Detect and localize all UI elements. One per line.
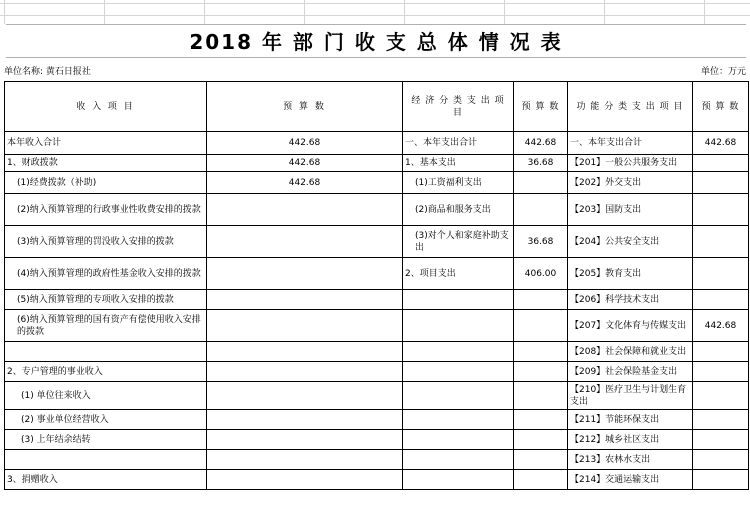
economic-item-cell xyxy=(403,450,514,470)
functional-item-cell: 【204】公共安全支出 xyxy=(568,226,693,258)
income-item-cell: (2) 事业单位经营收入 xyxy=(5,410,207,430)
header-economic-expense-item: 经 济 分 类 支 出 项 目 xyxy=(403,82,514,132)
header-functional-budget: 预 算 数 xyxy=(693,82,749,132)
economic-item-cell xyxy=(403,290,514,310)
functional-budget-cell xyxy=(693,226,749,258)
functional-item-cell: 【201】一般公共服务支出 xyxy=(568,155,693,172)
functional-budget-cell xyxy=(693,342,749,362)
functional-item-cell: 【211】节能环保支出 xyxy=(568,410,693,430)
budget-table xyxy=(4,81,749,490)
income-budget-cell xyxy=(207,258,403,290)
income-budget-cell xyxy=(207,310,403,342)
income-budget-cell xyxy=(207,410,403,430)
economic-item-cell: (1)工资福利支出 xyxy=(403,172,514,194)
economic-budget-cell: 36.68 xyxy=(514,155,568,172)
economic-item-cell: (2)商品和服务支出 xyxy=(403,194,514,226)
income-item-cell xyxy=(5,450,207,470)
functional-item-cell: 【210】医疗卫生与计划生育支出 xyxy=(568,382,693,410)
functional-budget-cell xyxy=(693,430,749,450)
income-budget-cell xyxy=(207,362,403,382)
income-budget-cell xyxy=(207,450,403,470)
functional-item-cell: 【202】外交支出 xyxy=(568,172,693,194)
functional-item-cell: 【205】教育支出 xyxy=(568,258,693,290)
income-budget-cell xyxy=(207,194,403,226)
table-row xyxy=(5,342,749,362)
economic-budget-cell xyxy=(514,172,568,194)
table-row xyxy=(5,430,749,450)
economic-budget-cell xyxy=(514,362,568,382)
functional-budget-cell xyxy=(693,155,749,172)
spreadsheet-gridlines xyxy=(0,0,750,24)
economic-item-cell xyxy=(403,470,514,490)
table-header-row xyxy=(5,82,749,132)
economic-item-cell xyxy=(403,362,514,382)
economic-budget-cell xyxy=(514,342,568,362)
functional-item-cell: 【214】交通运输支出 xyxy=(568,470,693,490)
functional-item-cell: 【212】城乡社区支出 xyxy=(568,430,693,450)
income-budget-cell: 442.68 xyxy=(207,172,403,194)
table-row xyxy=(5,290,749,310)
income-item-cell: (1)经费拨款（补助) xyxy=(5,172,207,194)
income-item-cell: (3) 上年结余结转 xyxy=(5,430,207,450)
functional-item-cell: 一、本年支出合计 xyxy=(568,132,693,155)
table-row xyxy=(5,310,749,342)
economic-item-cell xyxy=(403,410,514,430)
functional-budget-cell xyxy=(693,470,749,490)
economic-budget-cell: 406.00 xyxy=(514,258,568,290)
income-item-cell: (4)纳入预算管理的政府性基金收入安排的拨款 xyxy=(5,258,207,290)
economic-budget-cell xyxy=(514,310,568,342)
page-title: 2018 年 部 门 收 支 总 体 情 况 表 xyxy=(6,24,746,58)
income-budget-cell: 442.68 xyxy=(207,132,403,155)
income-item-cell: 2、专户管理的事业收入 xyxy=(5,362,207,382)
economic-item-cell: (3)对个人和家庭补助支出 xyxy=(403,226,514,258)
header-income-item: 收 入 项 目 xyxy=(5,82,207,132)
economic-item-cell xyxy=(403,342,514,362)
functional-budget-cell xyxy=(693,194,749,226)
table-row xyxy=(5,450,749,470)
economic-budget-cell: 36.68 xyxy=(514,226,568,258)
economic-item-cell: 一、本年支出合计 xyxy=(403,132,514,155)
functional-budget-cell xyxy=(693,410,749,430)
income-item-cell: (3)纳入预算管理的罚没收入安排的拨款 xyxy=(5,226,207,258)
economic-item-cell xyxy=(403,310,514,342)
header-functional-expense-item: 功 能 分 类 支 出 项 目 xyxy=(568,82,693,132)
table-row xyxy=(5,258,749,290)
economic-item-cell xyxy=(403,430,514,450)
functional-budget-cell xyxy=(693,450,749,470)
functional-item-cell: 【203】国防支出 xyxy=(568,194,693,226)
functional-budget-cell: 442.68 xyxy=(693,132,749,155)
table-row xyxy=(5,382,749,410)
economic-budget-cell xyxy=(514,290,568,310)
income-item-cell: 1、财政拨款 xyxy=(5,155,207,172)
income-item-cell: 3、捐赠收入 xyxy=(5,470,207,490)
income-item-cell: (2)纳入预算管理的行政事业性收费安排的拨款 xyxy=(5,194,207,226)
unit-name-label: 单位名称: 黄石日报社 xyxy=(4,67,91,77)
table-row xyxy=(5,470,749,490)
functional-budget-cell xyxy=(693,172,749,194)
income-budget-cell xyxy=(207,430,403,450)
income-budget-cell xyxy=(207,382,403,410)
header-income-budget: 预 算 数 xyxy=(207,82,403,132)
table-row xyxy=(5,132,749,155)
economic-budget-cell xyxy=(514,450,568,470)
functional-budget-cell xyxy=(693,258,749,290)
functional-item-cell: 【207】文化体育与传媒支出 xyxy=(568,310,693,342)
income-item-cell: (1) 单位往来收入 xyxy=(5,382,207,410)
economic-item-cell: 1、基本支出 xyxy=(403,155,514,172)
income-item-cell xyxy=(5,342,207,362)
economic-budget-cell xyxy=(514,470,568,490)
economic-item-cell: 2、项目支出 xyxy=(403,258,514,290)
functional-item-cell: 【206】科学技术支出 xyxy=(568,290,693,310)
table-row xyxy=(5,194,749,226)
economic-budget-cell xyxy=(514,410,568,430)
income-item-cell: 本年收入合计 xyxy=(5,132,207,155)
economic-item-cell xyxy=(403,382,514,410)
functional-budget-cell xyxy=(693,362,749,382)
income-budget-cell: 442.68 xyxy=(207,155,403,172)
income-budget-cell xyxy=(207,470,403,490)
currency-unit-label: 单位：万元 xyxy=(700,67,746,77)
functional-budget-cell: 442.68 xyxy=(693,310,749,342)
income-budget-cell xyxy=(207,226,403,258)
economic-budget-cell: 442.68 xyxy=(514,132,568,155)
functional-item-cell: 【209】社会保险基金支出 xyxy=(568,362,693,382)
functional-item-cell: 【208】社会保障和就业支出 xyxy=(568,342,693,362)
table-row xyxy=(5,226,749,258)
income-item-cell: (5)纳入预算管理的专项收入安排的拨款 xyxy=(5,290,207,310)
functional-budget-cell xyxy=(693,382,749,410)
table-row xyxy=(5,362,749,382)
functional-item-cell: 【213】农林水支出 xyxy=(568,450,693,470)
economic-budget-cell xyxy=(514,194,568,226)
functional-budget-cell xyxy=(693,290,749,310)
economic-budget-cell xyxy=(514,430,568,450)
income-budget-cell xyxy=(207,290,403,310)
income-budget-cell xyxy=(207,342,403,362)
economic-budget-cell xyxy=(514,382,568,410)
table-row xyxy=(5,155,749,172)
header-economic-budget: 预 算 数 xyxy=(514,82,568,132)
table-row xyxy=(5,410,749,430)
income-item-cell: (6)纳入预算管理的国有资产有偿使用收入安排的拨款 xyxy=(5,310,207,342)
table-row xyxy=(5,172,749,194)
